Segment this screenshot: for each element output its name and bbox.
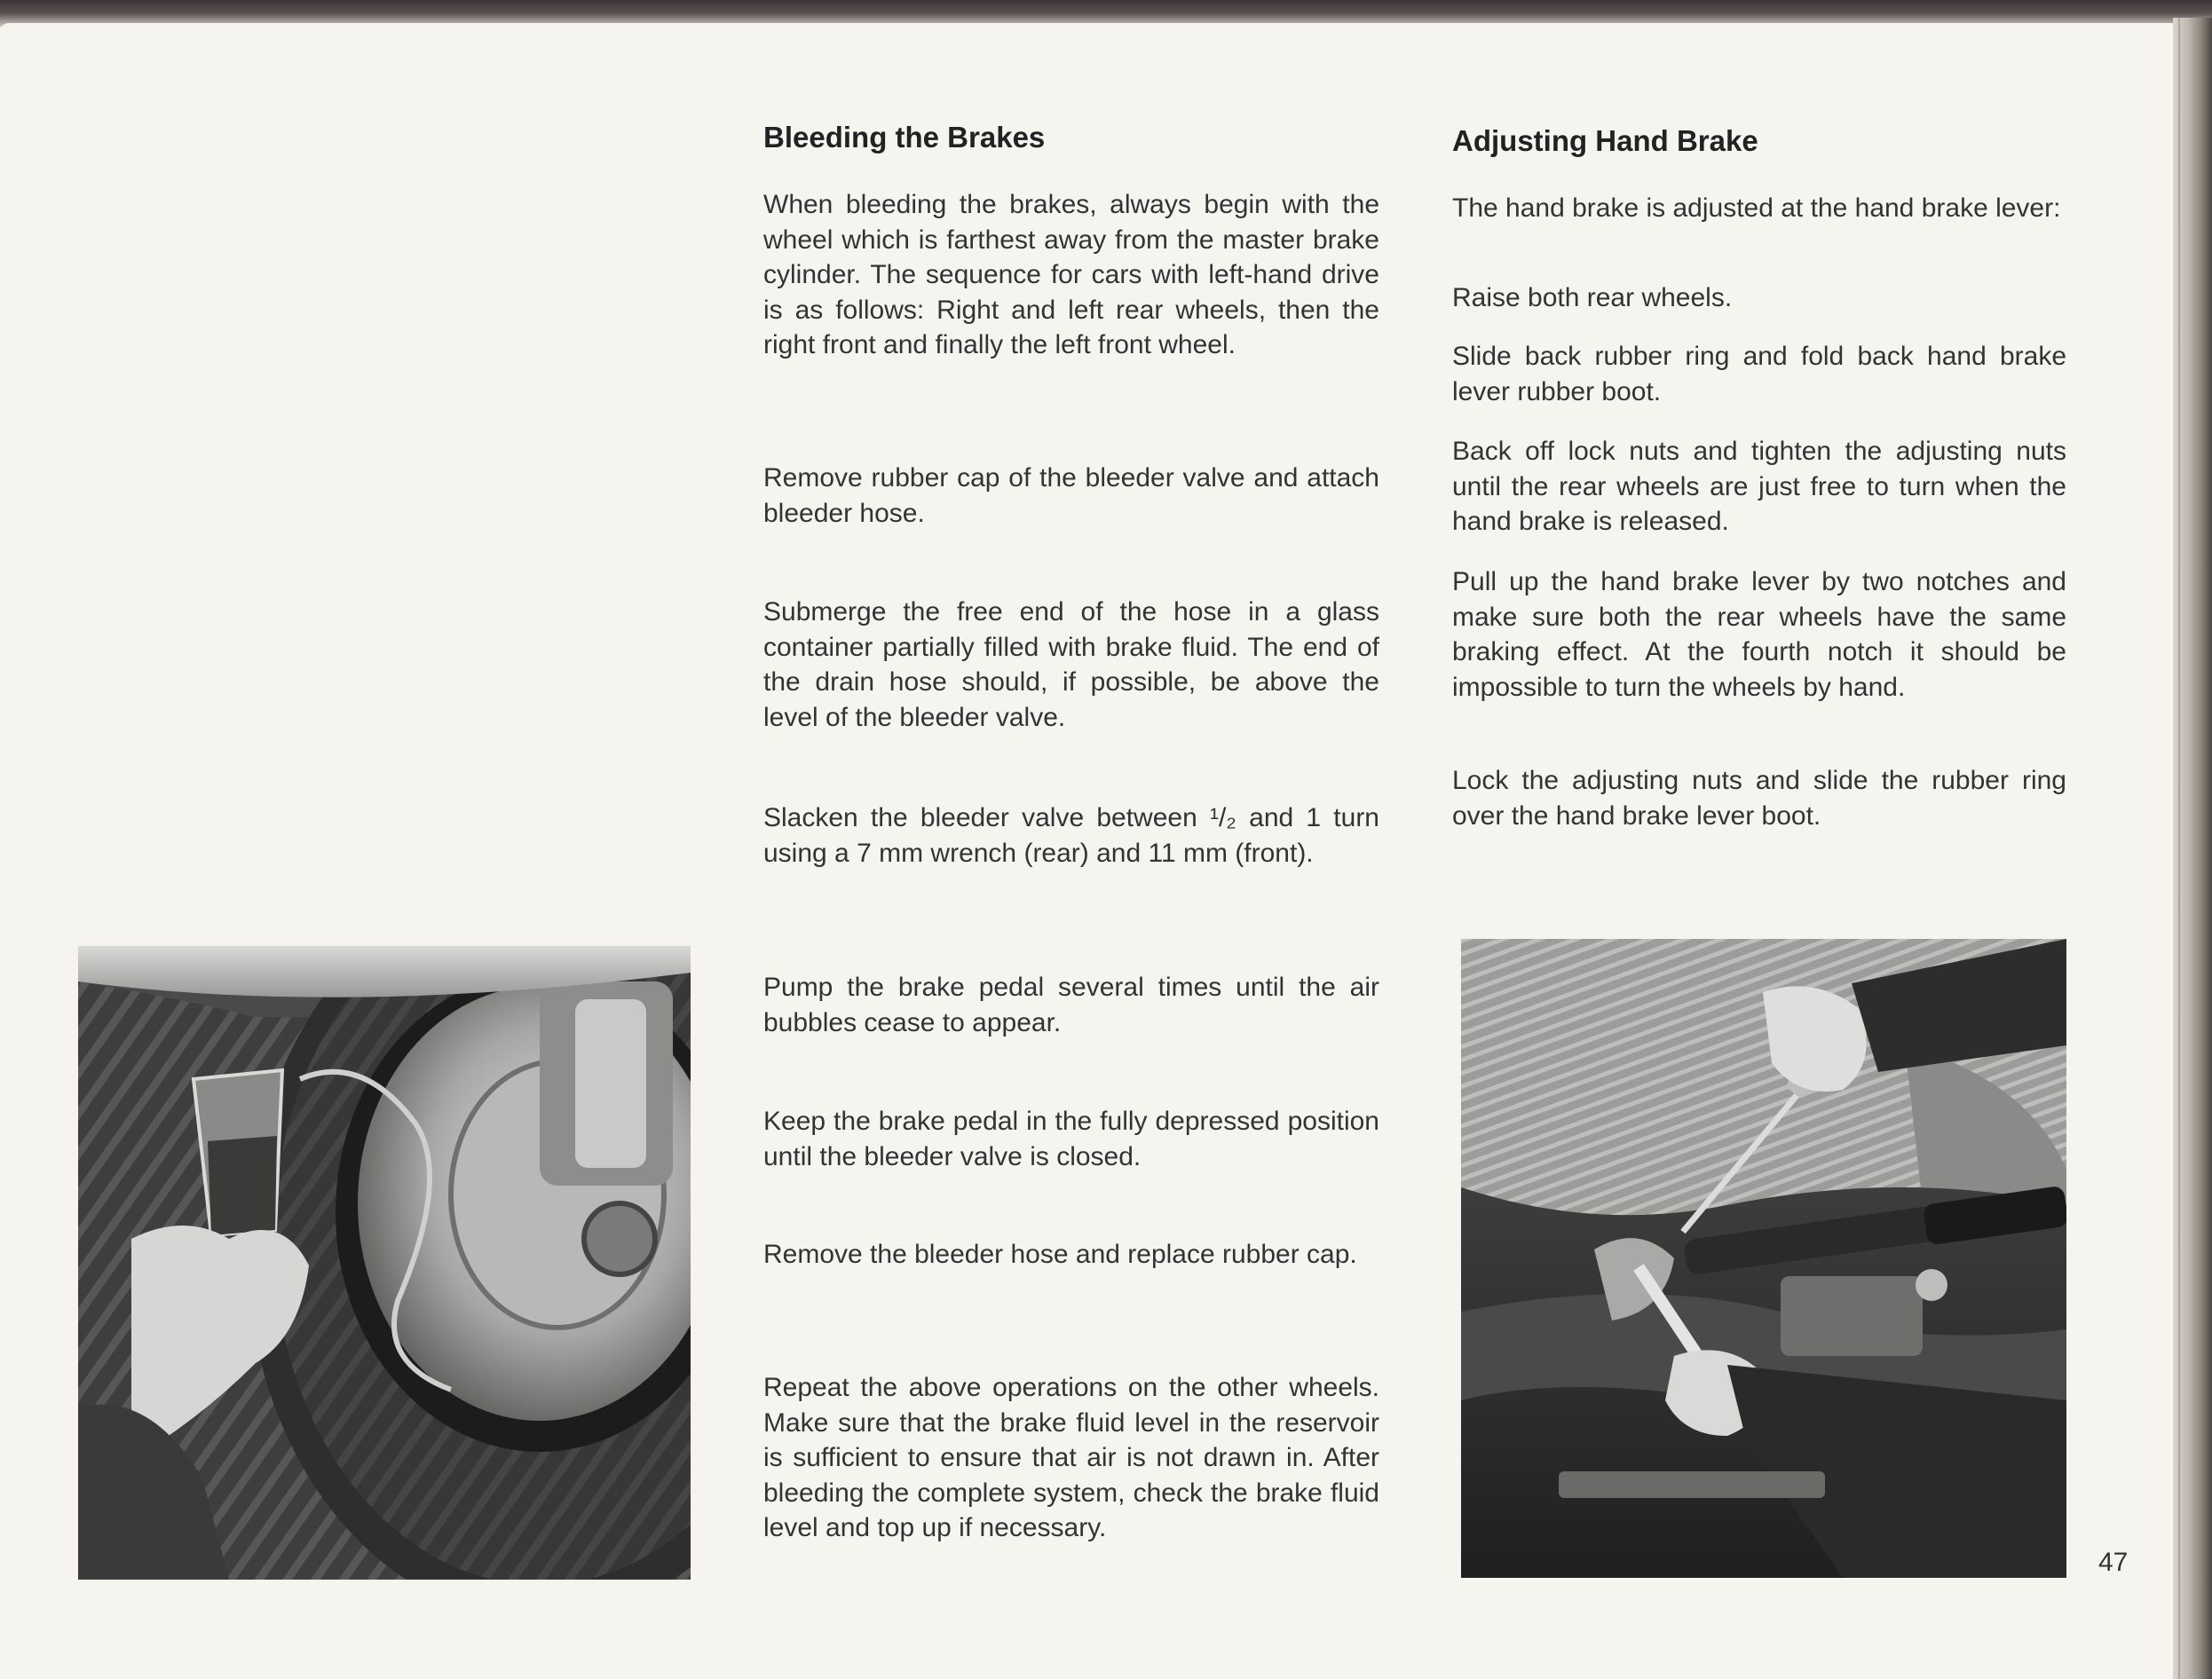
paragraph-bleeding-2: Remove rubber cap of the bleeder valve and attach bleeder hose. (763, 463, 1379, 528)
section-title-bleeding-brakes: Bleeding the Brakes (763, 121, 1046, 154)
paragraph-handbrake-5: Pull up the hand brake lever by two notches and make sure both the rear wheels have the same braking effect. At the fourth notch it should be impossible to turn the wheels by hand. (1452, 567, 2066, 702)
paragraph-bleeding-1: When bleeding the brakes, always begin with the wheel which is farthest away from the master brake cylinder. The sequence for cars with left-hand drive is as follows: Right and left rear wheels, then the right front and finally the left front wheel. (763, 190, 1379, 359)
paragraph-bleeding-8: Repeat the above operations on the other wheels. Make sure that the brake fluid level in the reservoir is sufficient to ensure that air is not drawn in. After bleeding the complete system, check the brake fluid level and top up if necessary. (763, 1373, 1379, 1542)
paragraph-bleeding-3: Submerge the free end of the hose in a glass container partially filled with brake fluid. The end of the drain hose should, if possible, be above the level of the bleeder valve. (763, 597, 1379, 732)
paragraph-handbrake-6: Lock the adjusting nuts and slide the rubber ring over the hand brake lever boot. (1452, 766, 2066, 831)
paragraph-bleeding-6: Keep the brake pedal in the fully depressed position until the bleeder valve is closed. (763, 1107, 1379, 1171)
page-edge (2173, 18, 2212, 1679)
paragraph-handbrake-4: Back off lock nuts and tighten the adjusting nuts until the rear wheels are just free to turn when the hand brake is released. (1452, 437, 2066, 536)
paragraph-handbrake-2: Raise both rear wheels. (1452, 283, 1733, 312)
brake-bleeding-photo (78, 946, 691, 1580)
paragraph-bleeding-4: Slacken the bleeder valve between ¹/₂ and 1 turn using a 7 mm wrench (rear) and 11 mm (front). (763, 803, 1379, 868)
hand-brake-adjustment-photo (1461, 939, 2066, 1578)
page-number: 47 (2098, 1548, 2129, 1577)
brake-bleeding-illustration (78, 946, 691, 1580)
paragraph-handbrake-1: The hand brake is adjusted at the hand brake lever: (1452, 193, 2061, 223)
section-title-adjusting-hand-brake: Adjusting Hand Brake (1452, 124, 1758, 157)
paragraph-bleeding-7: Remove the bleeder hose and replace rubber cap. (763, 1240, 1357, 1269)
hand-brake-illustration (1461, 939, 2066, 1578)
paragraph-bleeding-5: Pump the brake pedal several times until the air bubbles cease to appear. (763, 973, 1379, 1037)
paragraph-handbrake-3: Slide back rubber ring and fold back hand brake lever rubber boot. (1452, 342, 2066, 406)
